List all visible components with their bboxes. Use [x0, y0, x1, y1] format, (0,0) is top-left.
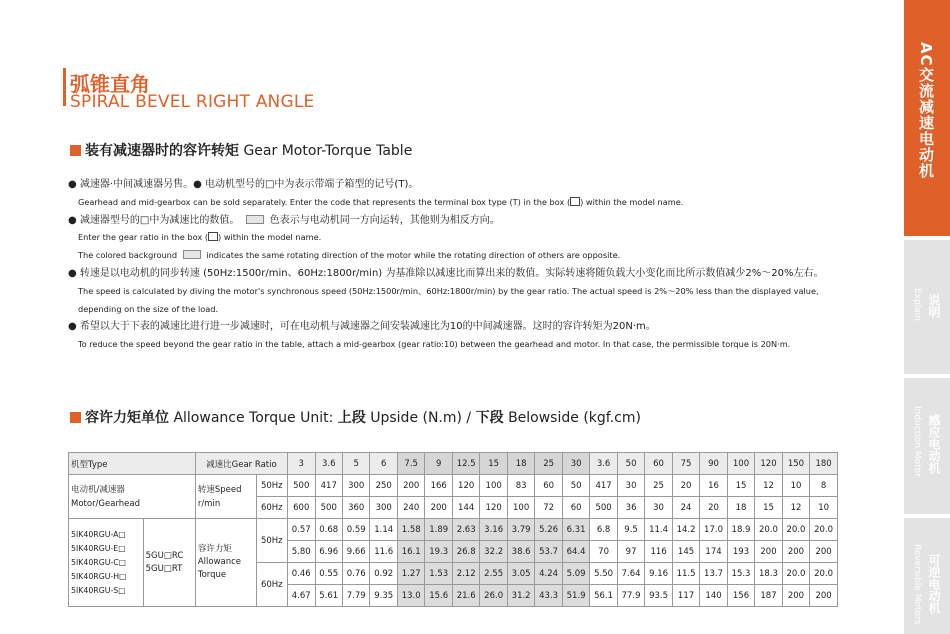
note-4-en: To reduce the speed beyond the gear ratio in the table, attach a mid-gearbox (gear ratio:10) between the gearhead and motor. In that case, the permissible torque is 20N·m. [78, 339, 791, 350]
note-2-en2: The colored background indicates the same rotating direction of the motor while the rotating direction of others are opposite. [78, 250, 621, 261]
table-cell: 120 [452, 475, 479, 497]
table-cell: 25 [645, 475, 672, 497]
table-cell: 2.63 [452, 519, 479, 541]
table-cell: 5.09 [562, 563, 589, 585]
table-cell: 193 [727, 541, 754, 563]
notes-block [68, 176, 848, 354]
ratio-cell: 7.5 [397, 453, 424, 475]
table-cell: 21.6 [452, 585, 479, 607]
table-cell: 3.05 [507, 563, 534, 585]
table-cell: 9.35 [370, 585, 397, 607]
table-cell: 200 [810, 541, 838, 563]
table-cell: 417 [315, 475, 342, 497]
table-cell: 11.6 [370, 541, 397, 563]
ratio-cell: 120 [755, 453, 782, 475]
table-cell: 30 [617, 475, 644, 497]
table-cell: 38.6 [507, 541, 534, 563]
table-cell: 0.68 [315, 519, 342, 541]
table-cell: 0.55 [315, 563, 342, 585]
table-cell: 300 [342, 475, 369, 497]
table-cell: 6.8 [590, 519, 617, 541]
header-gear-ratio: 减速比Gear Ratio [195, 453, 287, 475]
table-cell: 60 [562, 497, 589, 519]
table-cell: 16.1 [397, 541, 424, 563]
section-marker-icon [70, 145, 81, 156]
table-cell: 20 [672, 475, 699, 497]
note-4-cn: ● 希望以大于下表的减速比进行进一步减速时，可在电动机与减速器之间安装减速比为10的中间减速器。这时的容许转矩为20N·m。 [68, 321, 656, 333]
section-allowance-torque-heading: 容许力矩单位 Allowance Torque Unit: 上段 Upside (N.m) / 下段 Belowside (kgf.cm) [70, 407, 641, 427]
table-cell: 300 [370, 497, 397, 519]
table-cell: 7.79 [342, 585, 369, 607]
table-cell: 5.26 [535, 519, 562, 541]
table-cell: 14.2 [672, 519, 699, 541]
table-cell: 4.67 [288, 585, 315, 607]
side-tab-explain[interactable]: 说明 Explain [904, 240, 950, 374]
table-row-speed-50hz [69, 475, 838, 497]
table-cell: 18.3 [755, 563, 782, 585]
ratio-cell: 50 [617, 453, 644, 475]
table-cell: 93.5 [645, 585, 672, 607]
ratio-cell: 9 [425, 453, 452, 475]
header-motor-gearhead: 电动机/减速器 Motor/Gearhead [69, 475, 196, 519]
table-cell: 5.50 [590, 563, 617, 585]
table-cell: 1.89 [425, 519, 452, 541]
table-cell: 60 [535, 475, 562, 497]
table-cell: 250 [370, 475, 397, 497]
table-cell: 64.4 [562, 541, 589, 563]
table-cell: 83 [507, 475, 534, 497]
ratio-cell: 12.5 [452, 453, 479, 475]
ratio-cell: 3.6 [590, 453, 617, 475]
section-marker-icon [70, 412, 81, 423]
table-cell: 200 [782, 585, 809, 607]
table-cell: 18 [727, 497, 754, 519]
ratio-cell: 75 [672, 453, 699, 475]
table-cell: 20.0 [782, 563, 809, 585]
section-torque-table-heading: 装有减速器时的容许转矩 Gear Motor-Torque Table [70, 140, 412, 160]
table-cell: 5.61 [315, 585, 342, 607]
table-cell: 156 [727, 585, 754, 607]
table-cell: 1.14 [370, 519, 397, 541]
header-speed: 转速Speed r/min [195, 475, 256, 519]
table-cell: 56.1 [590, 585, 617, 607]
table-cell: 0.57 [288, 519, 315, 541]
table-cell: 600 [288, 497, 315, 519]
table-cell: 10 [810, 497, 838, 519]
table-cell: 9.66 [342, 541, 369, 563]
table-cell: 20.0 [810, 519, 838, 541]
table-cell: 200 [397, 475, 424, 497]
table-cell: 144 [452, 497, 479, 519]
table-cell: 3.79 [507, 519, 534, 541]
ratio-cell: 100 [727, 453, 754, 475]
side-tab-induction-motor[interactable]: 感应电动机 Induction Motor [904, 378, 950, 514]
table-cell: 174 [700, 541, 727, 563]
side-nav [904, 0, 950, 634]
table-cell: 16 [700, 475, 727, 497]
table-cell: 120 [480, 497, 507, 519]
table-cell: 187 [755, 585, 782, 607]
ratio-cell: 5 [342, 453, 369, 475]
table-cell: 11.4 [645, 519, 672, 541]
title-accent-bar [63, 68, 66, 106]
table-cell: 3.16 [480, 519, 507, 541]
gearhead-models: 5GU□RC 5GU□RT [143, 519, 195, 607]
table-cell: 1.27 [397, 563, 424, 585]
table-cell: 26.0 [480, 585, 507, 607]
allowance-torque-label: 容许力矩 Allowance Torque [195, 519, 256, 607]
table-cell: 1.53 [425, 563, 452, 585]
table-cell: 0.59 [342, 519, 369, 541]
table-cell: 200 [782, 541, 809, 563]
table-cell: 6.96 [315, 541, 342, 563]
table-cell: 116 [645, 541, 672, 563]
table-cell: 8 [810, 475, 838, 497]
table-cell: 13.0 [397, 585, 424, 607]
table-row-ratio [69, 453, 838, 475]
table-cell: 70 [590, 541, 617, 563]
table-cell: 2.55 [480, 563, 507, 585]
table-cell: 2.12 [452, 563, 479, 585]
table-cell: 31.2 [507, 585, 534, 607]
table-cell: 97 [617, 541, 644, 563]
freq-50hz: 50Hz [256, 519, 287, 563]
ratio-cell: 18 [507, 453, 534, 475]
box-symbol-icon [208, 232, 218, 241]
table-cell: 20 [700, 497, 727, 519]
table-cell: 15 [727, 475, 754, 497]
table-cell: 51.9 [562, 585, 589, 607]
table-cell: 77.9 [617, 585, 644, 607]
freq-60hz: 60Hz [256, 563, 287, 607]
torque-table [68, 452, 838, 607]
ratio-cell: 15 [480, 453, 507, 475]
colored-background-swatch [183, 250, 201, 259]
ratio-cell: 25 [535, 453, 562, 475]
table-cell: 1.58 [397, 519, 424, 541]
ratio-cell: 30 [562, 453, 589, 475]
table-cell: 0.76 [342, 563, 369, 585]
table-cell: 53.7 [535, 541, 562, 563]
table-cell: 360 [342, 497, 369, 519]
table-cell: 72 [535, 497, 562, 519]
side-tab-ac-motor[interactable]: AC交流减速电动机 [904, 0, 950, 236]
ratio-cell: 150 [782, 453, 809, 475]
table-cell: 500 [315, 497, 342, 519]
motor-models: 5IK40RGU-A□ 5IK40RGU-E□ 5IK40RGU-C□ 5IK40RGU-H□ 5IK40RGU-S□ [69, 519, 144, 607]
table-cell: 10 [782, 475, 809, 497]
ratio-cell: 6 [370, 453, 397, 475]
table-cell: 117 [672, 585, 699, 607]
table-cell: 15.6 [425, 585, 452, 607]
table-cell: 20.0 [782, 519, 809, 541]
table-cell: 145 [672, 541, 699, 563]
table-cell: 20.0 [810, 563, 838, 585]
note-2-cn: ● 减速器型号的□中为减速比的数值。 色表示与电动机同一方向运转，其他则为相反方向。 [68, 214, 500, 226]
table-cell: 6.31 [562, 519, 589, 541]
table-cell: 166 [425, 475, 452, 497]
table-cell: 12 [755, 475, 782, 497]
table-cell: 30 [645, 497, 672, 519]
table-cell: 13.7 [700, 563, 727, 585]
box-symbol-icon [570, 197, 580, 206]
table-cell: 4.24 [535, 563, 562, 585]
table-cell: 36 [617, 497, 644, 519]
table-cell: 200 [810, 585, 838, 607]
table-cell: 417 [590, 475, 617, 497]
ratio-cell: 90 [700, 453, 727, 475]
table-cell: 240 [397, 497, 424, 519]
table-cell: 32.2 [480, 541, 507, 563]
note-3-en1: The speed is calculated by diving the motor's synchronous speed (50Hz:1500r/min、60Hz:1800r/min) by the gear ratio. The actual speed is 2%～20% less than the displayed value, [78, 285, 819, 296]
table-cell: 100 [507, 497, 534, 519]
side-tab-reversible-motor[interactable]: 可逆电动机 Reversible Motors [904, 518, 950, 634]
ratio-cell: 60 [645, 453, 672, 475]
page-title-cn: 弧锥直角 [70, 72, 150, 96]
ratio-cell: 3 [288, 453, 315, 475]
table-cell: 43.3 [535, 585, 562, 607]
note-1-en: Gearhead and mid-gearbox can be sold separately. Enter the code that represents the terminal box type (T) in the box ( ) within the model name. [78, 196, 684, 207]
table-cell: 50 [562, 475, 589, 497]
table-cell: 7.64 [617, 563, 644, 585]
table-cell: 200 [425, 497, 452, 519]
table-cell: 0.46 [288, 563, 315, 585]
note-2-en1: Enter the gear ratio in the box ( ) within the model name. [78, 232, 322, 243]
table-cell: 140 [700, 585, 727, 607]
table-cell: 20.0 [755, 519, 782, 541]
freq-60hz: 60Hz [256, 497, 287, 519]
table-cell: 200 [755, 541, 782, 563]
table-cell: 11.5 [672, 563, 699, 585]
table-cell: 19.3 [425, 541, 452, 563]
note-3-cn: ● 转速是以电动机的同步转速 (50Hz:1500r/min、60Hz:1800r/min) 为基准除以减速比而算出来的数值。实际转速将随负载大小变化而比所示数值减少2%～20%左右。 [68, 267, 824, 279]
table-cell: 9.5 [617, 519, 644, 541]
table-cell: 24 [672, 497, 699, 519]
table-cell: 26.8 [452, 541, 479, 563]
table-cell: 17.0 [700, 519, 727, 541]
note-3-en2: depending on the size of the load. [78, 303, 219, 314]
table-cell: 9.16 [645, 563, 672, 585]
table-cell: 15.3 [727, 563, 754, 585]
table-row-torque-50hz-nm [69, 519, 838, 541]
table-cell: 5.80 [288, 541, 315, 563]
table-cell: 100 [480, 475, 507, 497]
table-cell: 0.92 [370, 563, 397, 585]
table-cell: 15 [755, 497, 782, 519]
ratio-cell: 3.6 [315, 453, 342, 475]
note-1-cn: ● 减速器·中间减速器另售。● 电动机型号的□中为表示带端子箱型的记号(T)。 [68, 179, 419, 190]
page-title-en: SPIRAL BEVEL RIGHT ANGLE [70, 92, 315, 112]
table-cell: 12 [782, 497, 809, 519]
table-cell: 500 [288, 475, 315, 497]
freq-50hz: 50Hz [256, 475, 287, 497]
header-type: 机型Type [69, 453, 196, 475]
ratio-cell: 180 [810, 453, 838, 475]
colored-background-swatch [246, 215, 264, 224]
table-cell: 500 [590, 497, 617, 519]
table-cell: 18.9 [727, 519, 754, 541]
